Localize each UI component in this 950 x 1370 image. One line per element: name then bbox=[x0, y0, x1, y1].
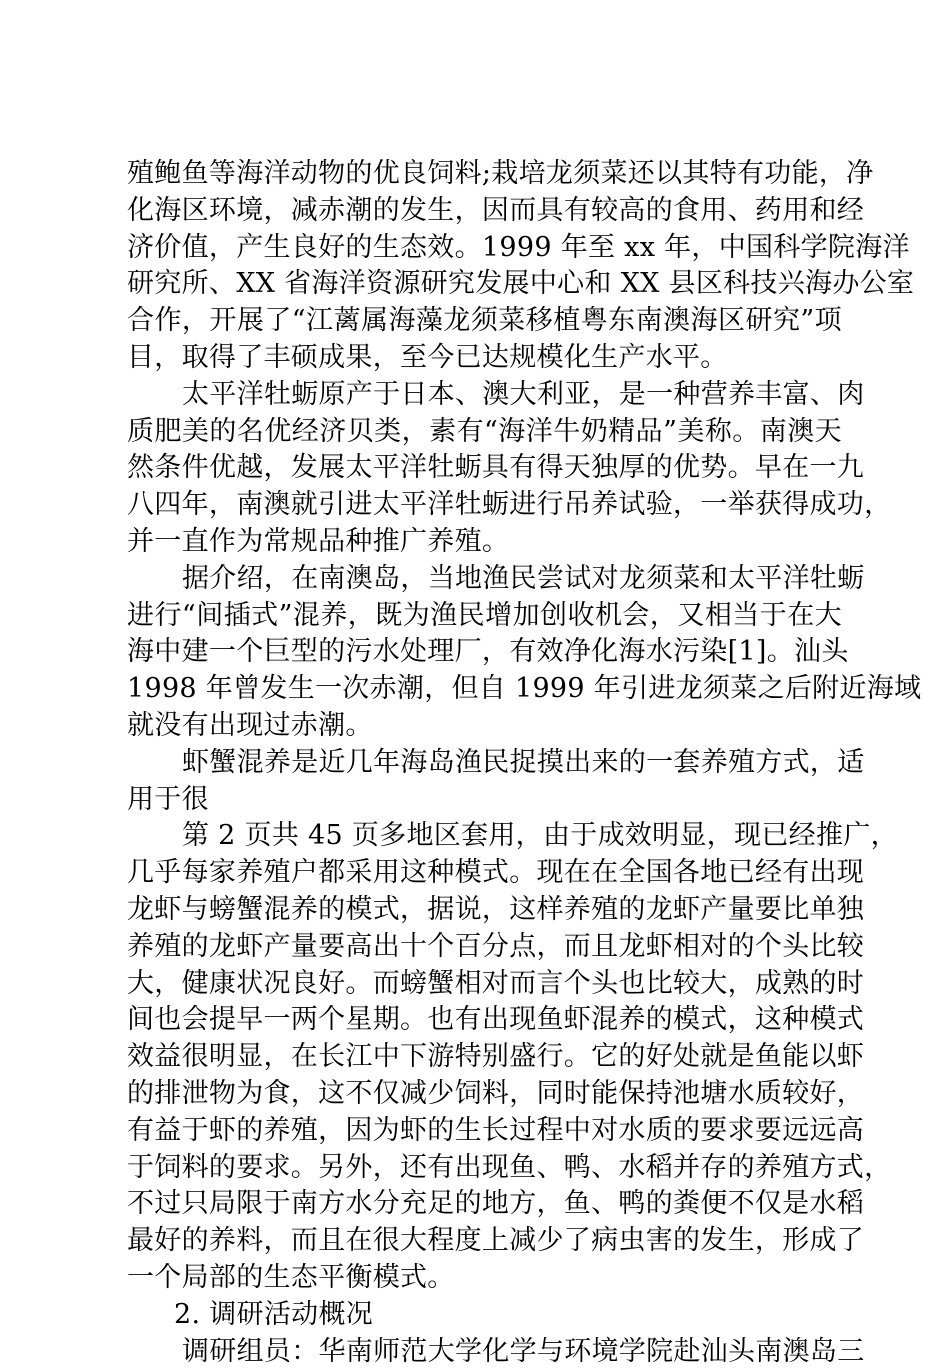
text-line: 于饲料的要求。另外，还有出现鱼、鸭、水稻并存的养殖方式， bbox=[127, 1150, 842, 1187]
text-line: 第 2 页共 45 页多地区套用，由于成效明显，现已经推广， bbox=[127, 818, 842, 855]
text-line: 济价值，产生良好的生态效。1999 年至 xx 年，中国科学院海洋 bbox=[127, 230, 842, 267]
text-line: 几乎每家养殖户都采用这种模式。现在在全国各地已经有出现 bbox=[127, 855, 842, 892]
text-line: 质肥美的名优经济贝类，素有“海洋牛奶精品”美称。南澳天 bbox=[127, 414, 842, 451]
text-line: 间也会提早一两个星期。也有出现鱼虾混养的模式，这种模式 bbox=[127, 1002, 842, 1039]
text-line: 的排泄物为食，这不仅减少饲料，同时能保持池塘水质较好， bbox=[127, 1076, 842, 1113]
text-line: 效益很明显，在长江中下游特别盛行。它的好处就是鱼能以虾 bbox=[127, 1039, 842, 1076]
text-line: 并一直作为常规品种推广养殖。 bbox=[127, 524, 842, 561]
section-heading: 2. 调研活动概况 bbox=[127, 1297, 842, 1334]
text-line: 海中建一个巨型的污水处理厂，有效净化海水污染[1]。汕头 bbox=[127, 634, 842, 671]
text-line: 殖鲍鱼等海洋动物的优良饲料;栽培龙须菜还以其特有功能，净 bbox=[127, 156, 842, 193]
text-line: 虾蟹混养是近几年海岛渔民捉摸出来的一套养殖方式，适 bbox=[127, 745, 842, 782]
paragraph bbox=[127, 156, 842, 377]
text-line: 1998 年曾发生一次赤潮，但自 1999 年引进龙须菜之后附近海域 bbox=[127, 671, 842, 708]
text-line: 有益于虾的养殖，因为虾的生长过程中对水质的要求要远远高 bbox=[127, 1113, 842, 1150]
paragraph bbox=[127, 818, 842, 1296]
text-line: 最好的养料，而且在很大程度上减少了病虫害的发生，形成了 bbox=[127, 1223, 842, 1260]
paragraph-container bbox=[127, 156, 842, 1297]
text-line: 合作，开展了“江蓠属海藻龙须菜移植粤东南澳海区研究”项 bbox=[127, 303, 842, 340]
text-line: 一个局部的生态平衡模式。 bbox=[127, 1260, 842, 1297]
text-line: 据介绍，在南澳岛，当地渔民尝试对龙须菜和太平洋牡蛎 bbox=[127, 561, 842, 598]
document-body bbox=[127, 156, 842, 1370]
text-line: 化海区环境，减赤潮的发生，因而具有较高的食用、药用和经 bbox=[127, 193, 842, 230]
text-line: 目，取得了丰硕成果，至今已达规模化生产水平。 bbox=[127, 340, 842, 377]
text-line: 进行“间插式”混养，既为渔民增加创收机会，又相当于在大 bbox=[127, 598, 842, 635]
text-line: 用于很 bbox=[127, 782, 842, 819]
text-line: 龙虾与螃蟹混养的模式，据说，这样养殖的龙虾产量要比单独 bbox=[127, 892, 842, 929]
text-line: 研究所、XX 省海洋资源研究发展中心和 XX 县区科技兴海办公室 bbox=[127, 266, 842, 303]
text-line: 八四年，南澳就引进太平洋牡蛎进行吊养试验，一举获得成功， bbox=[127, 487, 842, 524]
paragraph bbox=[127, 377, 842, 561]
text-line: 太平洋牡蛎原产于日本、澳大利亚，是一种营养丰富、肉 bbox=[127, 377, 842, 414]
text-line: 不过只局限于南方水分充足的地方，鱼、鸭的粪便不仅是水稻 bbox=[127, 1186, 842, 1223]
text-line: 然条件优越，发展太平洋牡蛎具有得天独厚的优势。早在一九 bbox=[127, 450, 842, 487]
paragraph bbox=[127, 561, 842, 745]
text-line: 大，健康状况良好。而螃蟹相对而言个头也比较大，成熟的时 bbox=[127, 966, 842, 1003]
text-line: 养殖的龙虾产量要高出十个百分点，而且龙虾相对的个头比较 bbox=[127, 929, 842, 966]
final-text-line: 调研组员：华南师范大学化学与环境学院赴汕头南澳岛三 bbox=[127, 1334, 842, 1370]
text-line: 就没有出现过赤潮。 bbox=[127, 708, 842, 745]
paragraph bbox=[127, 745, 842, 819]
